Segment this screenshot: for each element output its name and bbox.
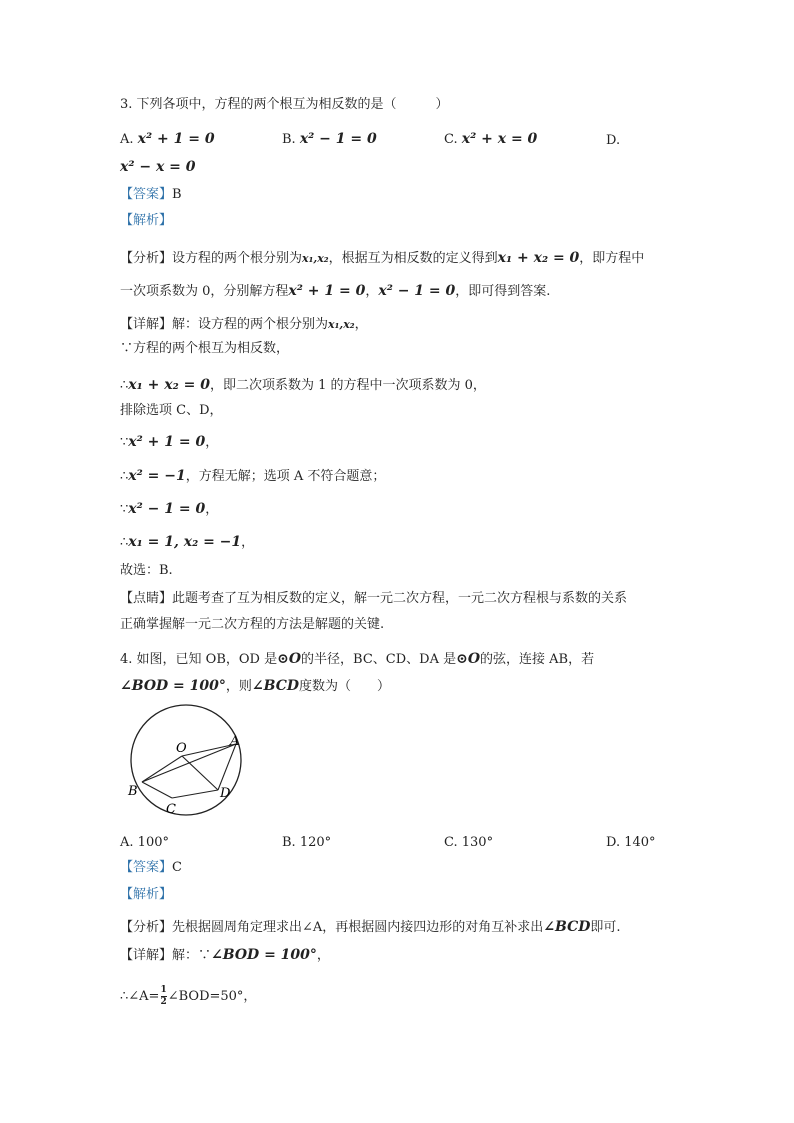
q4-stem-line2: ∠BOD = 100°，则∠BCD度数为（ ） bbox=[120, 678, 391, 694]
q4-answer: 【答案】C bbox=[120, 860, 182, 875]
q4-analysis-tag: 【解析】 bbox=[120, 887, 173, 902]
q3-dianjing-line2: 正确掌握解一元二次方程的方法是解题的关键. bbox=[120, 617, 385, 632]
option-expr: x² + x = 0 bbox=[461, 131, 538, 147]
label-o: O bbox=[176, 741, 187, 756]
option-label: A. bbox=[120, 132, 134, 147]
q3-option-b bbox=[282, 128, 377, 151]
q3-detail-line6: ∴x² = −1，方程无解；选项 A 不符合题意； bbox=[120, 468, 386, 484]
q4-option-b: B. 120° bbox=[282, 835, 332, 850]
option-label: B. bbox=[282, 132, 296, 147]
option-expr: x² + 1 = 0 bbox=[137, 131, 215, 147]
label-b: B bbox=[128, 784, 138, 799]
fraction-one-half: $\frac{1}{2}$ bbox=[160, 985, 167, 1007]
segment-cd bbox=[172, 790, 218, 798]
q4-option-a: A. 100° bbox=[120, 835, 169, 850]
label-a: A bbox=[230, 734, 240, 749]
q4-detail-line1: 【详解】解：∵∠BOD = 100°， bbox=[120, 947, 330, 963]
q3-option-d bbox=[606, 130, 620, 152]
segment-bc bbox=[142, 782, 172, 798]
q3-detail-line2: ∵方程的两个根互为相反数， bbox=[120, 341, 290, 356]
segment-ob bbox=[142, 756, 182, 782]
q3-detail-line5: ∵x² + 1 = 0， bbox=[120, 434, 219, 450]
q3-answer bbox=[120, 184, 182, 206]
q3-detail-line1: 【详解】解：设方程的两个根分别为x₁,x₂， bbox=[120, 317, 368, 332]
q3-stem: 3. 下列各项中，方程的两个根互为相反数的是（ ） bbox=[120, 97, 449, 112]
q3-dianjing-line1: 【点睛】此题考查了互为相反数的定义，解一元二次方程，一元二次方程根与系数的关系 bbox=[120, 591, 628, 606]
q3-option-c bbox=[444, 128, 537, 151]
segment-od bbox=[182, 756, 218, 790]
answer-value: B bbox=[172, 187, 182, 202]
q4-stem-line1: 4. 如图，已知 OB，OD 是⊙O的半径，BC、CD、DA 是⊙O的弦，连接 AB，若 bbox=[120, 651, 595, 667]
q4-fenxi-line: 【分析】先根据圆周角定理求出∠A，再根据圆内接四边形的对角互补求出∠BCD即可. bbox=[120, 919, 621, 935]
circle-figure bbox=[120, 700, 260, 825]
q3-detail-line3: ∴x₁ + x₂ = 0，即二次项系数为 1 的方程中一次项系数为 0， bbox=[120, 377, 486, 393]
answer-tag: 【答案】 bbox=[120, 187, 173, 202]
option-label: D. bbox=[606, 133, 621, 148]
q4-detail-line2: ∴∠A= $\frac{1}{2}$ ∠BOD=50°， bbox=[120, 985, 257, 1007]
segment-da bbox=[218, 744, 236, 790]
label-c: C bbox=[166, 802, 176, 817]
q3-detail-line4: 排除选项 C、D， bbox=[120, 403, 223, 418]
segment-oa bbox=[182, 744, 236, 756]
q3-detail-line8: ∴x₁ = 1, x₂ = −1， bbox=[120, 534, 255, 550]
option-label: C. bbox=[444, 132, 458, 147]
label-d: D bbox=[220, 786, 231, 801]
q3-detail-line7: ∵x² − 1 = 0， bbox=[120, 501, 219, 517]
q3-option-a bbox=[120, 128, 215, 151]
q4-option-d: D. 140° bbox=[606, 835, 656, 850]
q3-fenxi-line1: 【分析】设方程的两个根分别为x₁,x₂，根据互为相反数的定义得到x₁ + x₂ = 0，即方程中 bbox=[120, 250, 645, 266]
q4-option-c: C. 130° bbox=[444, 835, 494, 850]
q3-fenxi-line2: 一次项系数为 0，分别解方程x² + 1 = 0，x² − 1 = 0，即可得到答案. bbox=[120, 283, 551, 299]
q3-detail-line9: 故选：B. bbox=[120, 563, 173, 578]
option-expr: x² − 1 = 0 bbox=[299, 131, 377, 147]
q3-option-d-expr: x² − x = 0 bbox=[120, 159, 196, 175]
q3-analysis-tag: 【解析】 bbox=[120, 213, 173, 228]
